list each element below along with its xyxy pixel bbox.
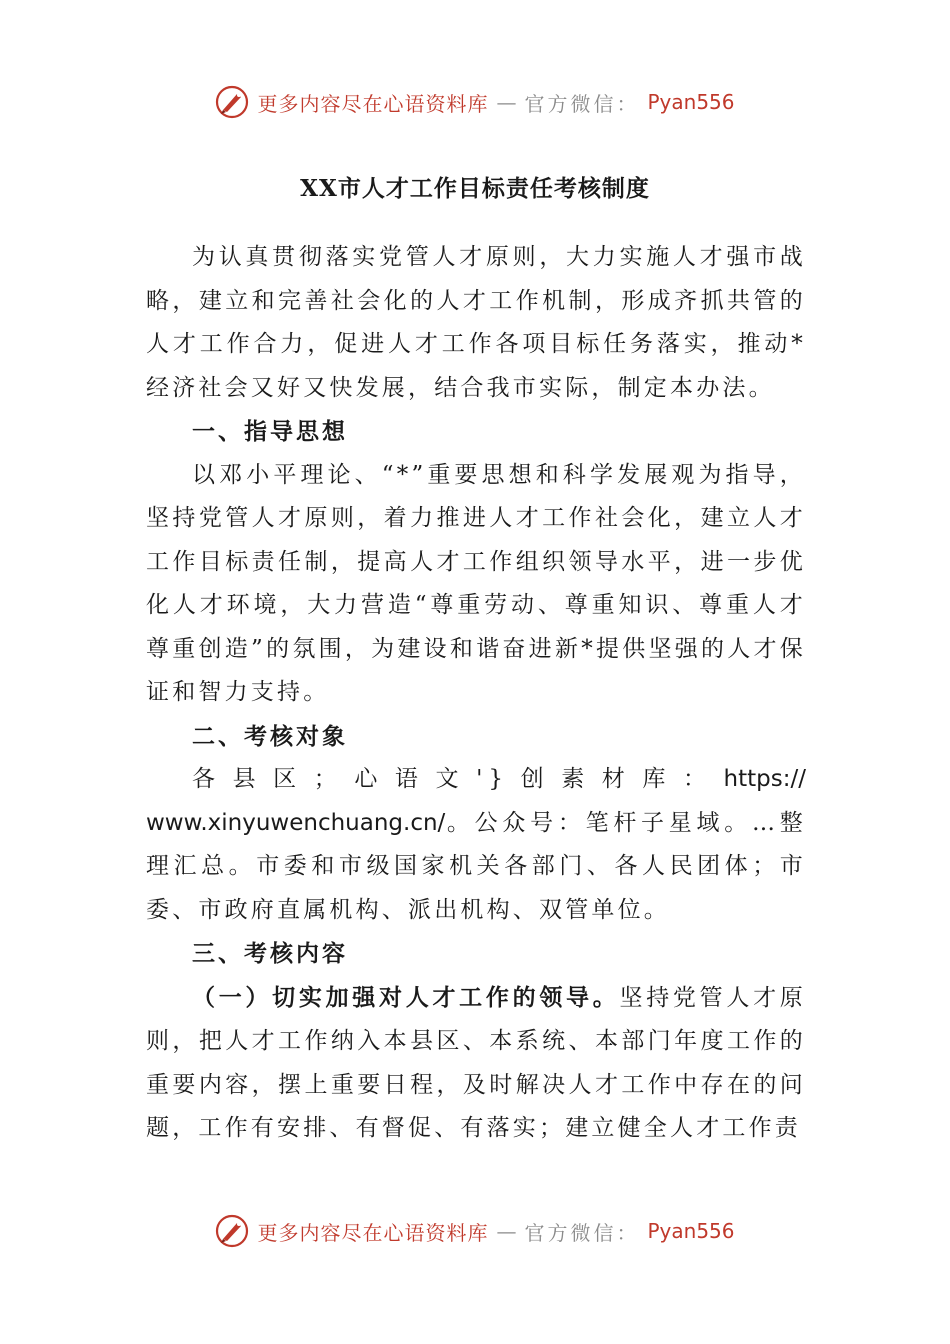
watermark-label: 官方微信： <box>524 1220 640 1245</box>
section-heading-assessment-content: 三、考核内容 <box>192 940 348 967</box>
pen-logo-icon <box>215 85 249 119</box>
targets-remaining-text <box>146 802 806 933</box>
watermark-id: Pyan556 <box>647 1219 735 1243</box>
pen-logo-icon <box>215 1214 249 1248</box>
watermark-text: 更多内容尽在心语资料库 <box>257 1220 489 1245</box>
watermark-separator: — <box>496 1219 517 1243</box>
watermark-text: 更多内容尽在心语资料库 <box>257 91 489 116</box>
section-heading-assessment-targets: 二、考核对象 <box>192 722 348 750</box>
section-body-guiding-ideology: 以邓小平理论、“*”重要思想和科学发展观为指导，坚持党管人才原则，着力推进人才工作社会化，建立人才工作目标责任制，提高人才工作组织领导水平，进一步优化人才环境，大力营造“尊重劳动、尊重知识、尊重人才尊重创造”的氛围，为建设和谐奋进新*提供坚强的人才保证和智力支持。 <box>146 461 806 705</box>
watermark-label: 官方微信： <box>524 91 640 116</box>
item-leadership-lead: （一）切实加强对人才工作的领导。 <box>192 983 620 1011</box>
watermark-banner-bottom <box>0 1211 950 1251</box>
watermark-separator: — <box>496 90 517 114</box>
watermark-id: Pyan556 <box>647 90 735 114</box>
section-item-leadership <box>146 976 806 1151</box>
targets-first-line <box>146 758 806 802</box>
item-leadership-body: 坚持党管人才原则，把人才工作纳入本县区、本系统、本部门年度工作的重要内容，摆上重要日程，及时解决人才工作中存在的问题，工作有安排、有督促、有落实；建立健全人才工作责 <box>146 984 806 1141</box>
url-rest: www.xinyuwenchuang.cn/ <box>146 809 446 836</box>
section-heading-guiding-ideology: 一、指导思想 <box>192 418 348 445</box>
document-title: XX市人才工作目标责任考核制度 <box>300 175 650 202</box>
targets-body-after-url: 。公众号：笔杆子星域。…整理汇总。市委和市级国家机关各部门、各人民团体；市委、市政府直属机构、派出机构、双管单位。 <box>146 809 806 923</box>
url-start: https:// <box>723 766 806 792</box>
section-body-assessment-targets <box>146 758 806 932</box>
targets-line1-text: 各县区；心语文'}创素材库： <box>192 766 724 792</box>
document-body <box>146 236 806 1151</box>
watermark-banner-top <box>0 82 950 122</box>
intro-paragraph: 为认真贯彻落实党管人才原则，大力实施人才强市战略，建立和完善社会化的人才工作机制，形成齐抓共管的人才工作合力，促进人才工作各项目标任务落实，推动*经济社会又好又快发展，结合我市实际，制定本办法。 <box>146 244 806 401</box>
